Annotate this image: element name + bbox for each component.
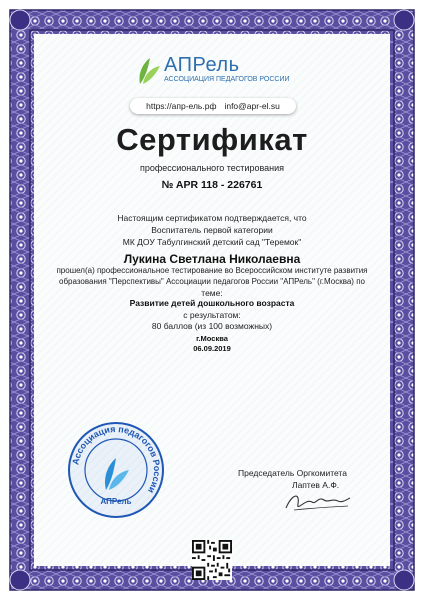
qr-code[interactable] xyxy=(192,540,232,580)
organization-stamp xyxy=(66,420,166,520)
signature-image xyxy=(282,488,352,516)
logo-name: АПРель xyxy=(164,54,240,76)
result-label: с результатом: xyxy=(183,310,241,320)
topic-label: теме: xyxy=(201,288,223,298)
certificate-subtitle: профессионального тестирования xyxy=(139,163,285,173)
topic-name: Развитие детей дошкольного возраста xyxy=(129,298,295,308)
svg-text:АПРель: АПРель xyxy=(100,497,132,506)
website-link[interactable]: https://апр-ель.рф xyxy=(146,101,217,111)
testing-text-1: прошел(а) профессиональное тестирование во Всероссийском институте развития xyxy=(56,266,368,275)
logo-subtitle: АССОЦИАЦИЯ ПЕДАГОГОВ РОССИИ xyxy=(164,76,290,83)
score-text: 80 баллов (из 100 возможных) xyxy=(151,321,273,331)
email-link[interactable]: info@apr-el.su xyxy=(224,101,280,111)
leaf-logo-icon xyxy=(136,56,162,86)
contacts-bar xyxy=(130,98,296,114)
city-text: г.Москва xyxy=(196,334,228,343)
signer-name: Лаптев А.Ф. xyxy=(292,480,340,490)
svg-text:Ассоциация педагогов России: Ассоциация педагогов России xyxy=(70,423,163,496)
organization-text: МК ДОУ Табулгинский детский сад "Теремок" xyxy=(122,237,302,247)
signer-role: Председатель Оргкомитета xyxy=(238,468,347,478)
recipient-name: Лукина Светлана Николаевна xyxy=(123,252,301,266)
confirm-text: Настоящим сертификатом подтверждается, что xyxy=(117,213,307,223)
logo xyxy=(136,54,296,94)
position-text: Воспитатель первой категории xyxy=(151,225,273,235)
testing-text-2: образования "Перспективы" Ассоциации педагогов России "АПРель" (г.Москва) по xyxy=(59,277,365,286)
certificate-title: Сертификат xyxy=(116,122,308,157)
date-text: 06.09.2019 xyxy=(193,344,231,353)
certificate-number: № APR 118 - 226761 xyxy=(161,179,263,191)
